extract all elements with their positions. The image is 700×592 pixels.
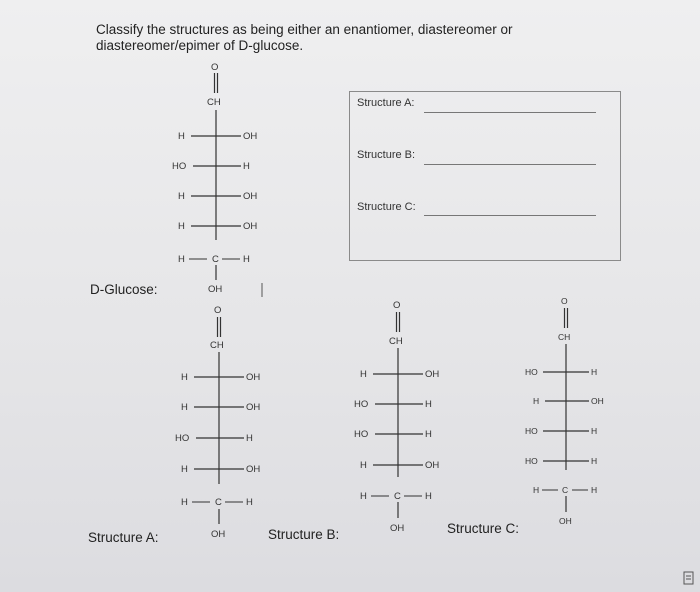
h-label: H (425, 429, 432, 440)
oxygen-label: O (211, 62, 219, 73)
h-label: H (591, 426, 598, 436)
oh-label: OH (425, 460, 440, 471)
h-label: H (246, 433, 253, 444)
document-icon[interactable] (682, 571, 696, 588)
structure-b-label: Structure B: (268, 527, 340, 542)
h-label: H (181, 497, 188, 508)
oh-label: OH (246, 402, 261, 413)
h-label: H (425, 491, 432, 502)
ho-label: HO (172, 161, 187, 172)
h-label: H (178, 131, 185, 142)
question-line-1: Classify the structures as being either an enantiomer, diastereomer or (96, 22, 513, 37)
carbon-label: C (215, 497, 222, 508)
question-line-2: diastereomer/epimer of D-glucose. (96, 38, 304, 53)
ho-label: HO (354, 399, 369, 410)
h-label: H (533, 485, 540, 495)
h-label: H (591, 456, 598, 466)
h-label: H (178, 191, 185, 202)
aldehyde-label: CH (210, 340, 224, 351)
h-label: H (178, 221, 185, 232)
ho-label: HO (525, 426, 538, 436)
h-label: H (360, 460, 367, 471)
oh-label: OH (243, 131, 258, 142)
ho-label: HO (354, 429, 369, 440)
answer-a-label: Structure A: (357, 97, 415, 109)
oh-label: OH (246, 464, 261, 475)
h-label: H (178, 254, 185, 265)
aldehyde-label: CH (558, 332, 571, 342)
structure-c-label: Structure C: (447, 521, 520, 536)
h-label: H (591, 367, 598, 377)
h-label: H (591, 485, 598, 495)
oxygen-label: O (393, 300, 401, 311)
answer-c-label: Structure C: (357, 201, 416, 213)
carbon-label: C (212, 254, 219, 265)
oxygen-label: O (561, 296, 568, 306)
carbon-label: C (394, 491, 401, 502)
carbon-label: C (562, 485, 569, 495)
h-label: H (533, 396, 540, 406)
h-label: H (425, 399, 432, 410)
aldehyde-label: CH (389, 336, 403, 347)
oh-label: OH (591, 396, 604, 406)
aldehyde-label: CH (207, 97, 221, 108)
oh-label: OH (243, 221, 258, 232)
ho-label: HO (525, 367, 538, 377)
h-label: H (246, 497, 253, 508)
h-label: H (181, 402, 188, 413)
oh-label: OH (559, 516, 572, 526)
h-label: H (181, 464, 188, 475)
answer-b-label: Structure B: (357, 149, 416, 161)
oxygen-label: O (214, 305, 222, 316)
oh-label: OH (390, 523, 405, 534)
ho-label: HO (525, 456, 538, 466)
ho-label: HO (175, 433, 190, 444)
h-label: H (243, 161, 250, 172)
oh-label: OH (243, 191, 258, 202)
oh-label: OH (246, 372, 261, 383)
h-label: H (360, 491, 367, 502)
structure-a-label: Structure A: (88, 530, 159, 545)
h-label: H (243, 254, 250, 265)
oh-label: OH (211, 529, 226, 540)
oh-label: OH (208, 284, 223, 295)
document-icon-glyph (682, 571, 696, 585)
h-label: H (360, 369, 367, 380)
oh-label: OH (425, 369, 440, 380)
h-label: H (181, 372, 188, 383)
d-glucose-label: D-Glucose: (90, 282, 158, 297)
